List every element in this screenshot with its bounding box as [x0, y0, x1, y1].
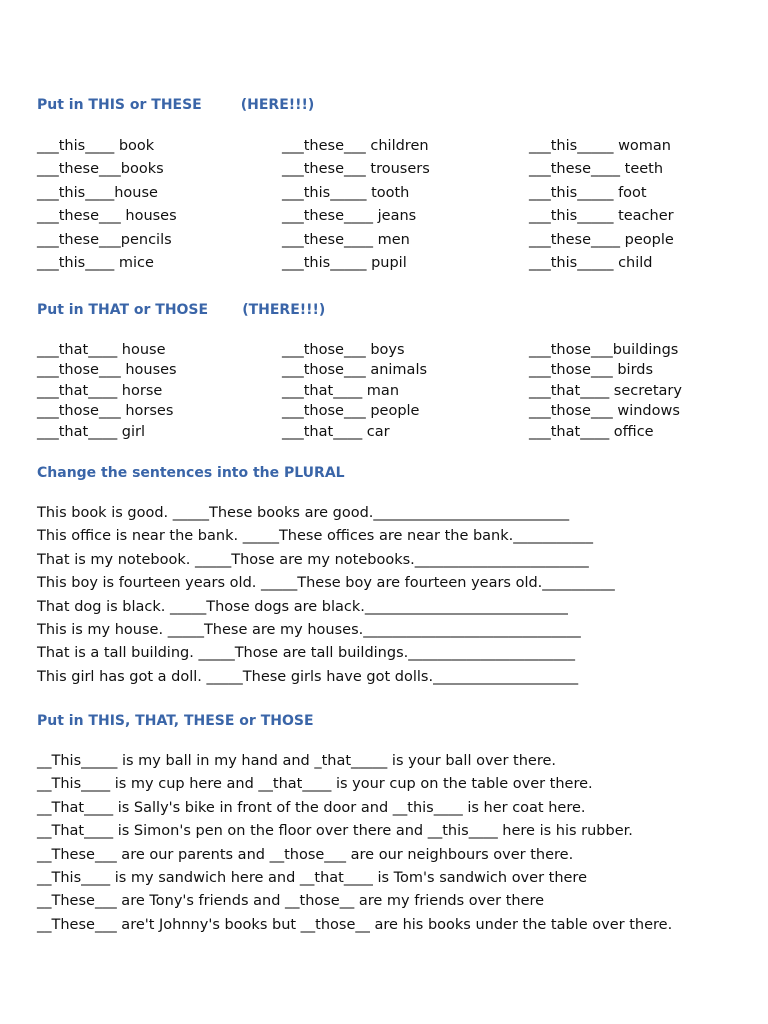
exercise-item: ___this_____ foot [529, 184, 647, 201]
sentence-line: __These___ are Tony's friends and __those__ are my friends over there [37, 893, 545, 910]
section-heading-this-these: Put in THIS or THESE (HERE!!!) [37, 97, 315, 113]
exercise-item: ___this_____ teacher [529, 208, 674, 225]
exercise-item: ___these____ men [282, 231, 410, 248]
exercise-item: ___those___ windows [529, 403, 680, 420]
exercise-item: ___this_____ pupil [282, 254, 407, 271]
exercise-row [37, 255, 737, 278]
sentence-line: This girl has got a doll. _____These girls have got dolls.____________________ [37, 668, 579, 685]
exercise-item: ___this____house [37, 184, 158, 201]
exercise-item: ___this_____ woman [529, 138, 671, 154]
exercise-item: ___those___ horses [37, 403, 174, 420]
exercise-item: ___these___books [37, 161, 164, 178]
exercise-item: ___these____ teeth [529, 161, 664, 178]
exercise-item: ___those___ houses [37, 362, 177, 379]
sentence-line: This is my house. _____These are my houses.______________________________ [37, 621, 581, 638]
sentence-line: That is my notebook. _____Those are my notebooks.________________________ [37, 551, 589, 568]
exercise-grid-that-those [37, 342, 737, 444]
sentence-line: __These___ are't Johnny's books but __those__ are his books under the table over there. [37, 916, 673, 933]
exercise-item: ___those___buildings [529, 342, 679, 358]
exercise-item: ___these___ trousers [282, 161, 430, 178]
exercise-item: ___that____ office [529, 423, 654, 440]
sentence-line: __This____ is my sandwich here and __that____ is Tom's sandwich over there [37, 869, 587, 886]
exercise-row [37, 185, 737, 208]
exercise-item: ___that____ horse [37, 382, 163, 399]
sentence-line: This book is good. _____These books are good.___________________________ [37, 505, 570, 521]
exercise-item: ___this____ mice [37, 254, 154, 271]
exercise-row [37, 342, 737, 362]
exercise-item: ___those___ boys [282, 342, 405, 358]
sentence-line: __This____ is my cup here and __that____ is your cup on the table over there. [37, 776, 593, 793]
exercise-item: ___those___ animals [282, 362, 428, 379]
exercise-item: ___these____ people [529, 231, 674, 248]
exercise-item: ___that____ man [282, 382, 400, 399]
sentence-line: __That____ is Simon's pen on the floor over there and __this____ here is his rubber. [37, 823, 633, 840]
exercise-row [37, 424, 737, 444]
exercise-item: ___this_____ tooth [282, 184, 410, 201]
sentence-list-demonstratives [37, 753, 737, 940]
exercise-row [37, 232, 737, 255]
exercise-item: ___that____ girl [37, 423, 146, 440]
exercise-grid-this-these [37, 138, 737, 278]
exercise-item: ___that____ secretary [529, 382, 682, 399]
sentence-line: __That____ is Sally's bike in front of the door and __this____ is her coat here. [37, 799, 586, 816]
sentence-line: This office is near the bank. _____These offices are near the bank.___________ [37, 528, 594, 545]
sentence-line: That dog is black. _____Those dogs are black.____________________________ [37, 598, 568, 615]
exercise-item: ___that____ house [37, 342, 166, 358]
exercise-row [37, 208, 737, 231]
exercise-item: ___these___ houses [37, 208, 177, 225]
section-heading-plural: Change the sentences into the PLURAL [37, 465, 345, 481]
sentence-line: __These___ are our parents and __those___ are our neighbours over there. [37, 846, 574, 863]
exercise-row [37, 161, 737, 184]
section-heading-demonstratives: Put in THIS, THAT, THESE or THOSE [37, 713, 314, 729]
exercise-item: ___these___pencils [37, 231, 172, 248]
sentence-list-plural [37, 505, 737, 692]
exercise-row [37, 383, 737, 403]
exercise-item: ___this_____ child [529, 254, 653, 271]
sentence-line: That is a tall building. _____Those are tall buildings._______________________ [37, 645, 575, 662]
exercise-row [37, 403, 737, 423]
exercise-row [37, 138, 737, 161]
sentence-line: __This_____ is my ball in my hand and _that_____ is your ball over there. [37, 753, 556, 769]
sentence-line: This boy is fourteen years old. _____These boy are fourteen years old.__________ [37, 575, 615, 592]
exercise-item: ___those___ people [282, 403, 420, 420]
exercise-item: ___that____ car [282, 423, 390, 440]
exercise-item: ___this____ book [37, 138, 155, 154]
exercise-item: ___these___ children [282, 138, 429, 154]
section-heading-that-those: Put in THAT or THOSE (THERE!!!) [37, 302, 326, 318]
exercise-row [37, 362, 737, 382]
exercise-item: ___these____ jeans [282, 208, 417, 225]
exercise-item: ___those___ birds [529, 362, 654, 379]
